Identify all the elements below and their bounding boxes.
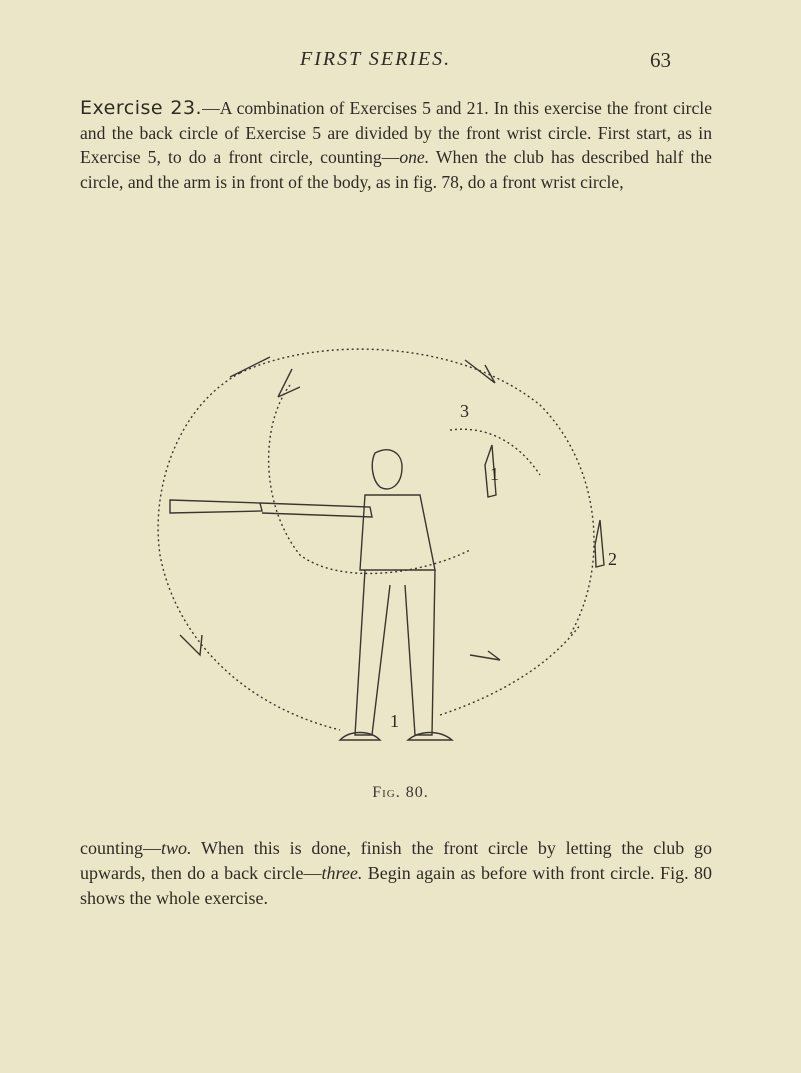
arrow-upper <box>278 369 300 397</box>
head <box>372 450 402 489</box>
inner-dotted-circle <box>269 385 470 574</box>
foot-left <box>340 733 380 741</box>
leg-right <box>405 570 435 735</box>
page-number: 63 <box>650 48 671 72</box>
torso <box>360 495 435 570</box>
emphasis-two: two. <box>161 838 192 858</box>
running-title: FIRST SERIES. <box>300 48 452 70</box>
exercise-heading: Exercise 23. <box>80 97 203 119</box>
label-1-bottom: 1 <box>390 711 399 731</box>
club-outline <box>170 500 262 513</box>
label-2: 2 <box>608 549 617 569</box>
paragraph-top-text: —A combination of Exercises 5 and 21. In this exercise the front circle and the back circle of Exercise 5 are divided by the front wrist circle. First start, as in Exercise 5, to do a front circle, counting— <box>80 98 713 167</box>
label-1-upper: 1 <box>490 464 499 484</box>
vertical-club-2 <box>595 520 604 567</box>
lower-dotted-arc <box>440 625 580 715</box>
running-head <box>0 48 801 78</box>
arrow-right <box>470 651 500 660</box>
paragraph-bottom <box>80 836 712 911</box>
arrow-top-right <box>465 360 495 383</box>
leg-left <box>355 570 390 735</box>
arrow-left-down <box>180 635 202 655</box>
arrow-top-left <box>230 357 270 377</box>
paragraph-top-text-2: When the club has described half the circle, and the arm is in front of the body, as in fig. 78, do a front wrist circle, <box>80 147 712 192</box>
label-3: 3 <box>460 401 469 421</box>
paragraph-bottom-text-3: Begin again as before with front circle. Fig. 80 shows the whole exercise. <box>80 863 712 908</box>
emphasis-one: one. <box>399 147 430 167</box>
paragraph-top <box>80 96 712 194</box>
left-dotted-arc <box>158 373 340 730</box>
outer-dotted-circle <box>240 349 594 635</box>
figure-80 <box>140 335 620 775</box>
figure-caption: Fig. 80. <box>372 784 429 801</box>
paragraph-bottom-text-2: When this is done, finish the front circle by letting the club go upwards, then do a back circle— <box>80 838 712 883</box>
exercise-illustration <box>140 335 620 775</box>
emphasis-three: three. <box>321 863 363 883</box>
paragraph-bottom-text-1: counting— <box>80 838 161 858</box>
